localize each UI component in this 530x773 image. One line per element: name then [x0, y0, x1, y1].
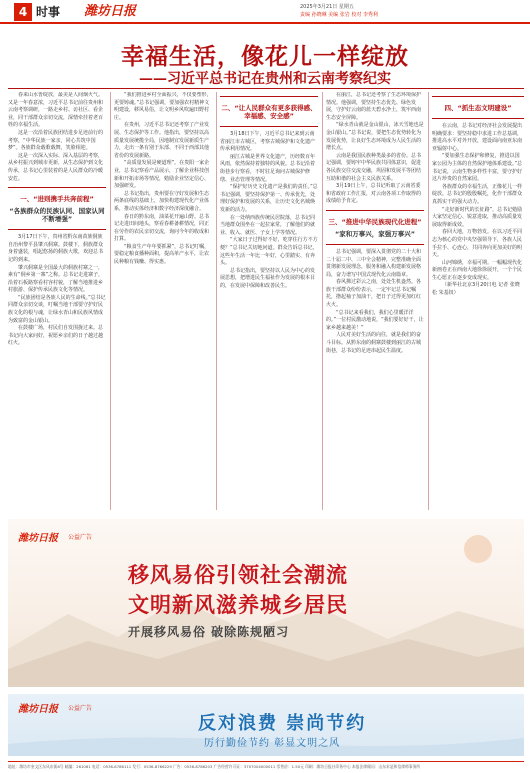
section-box — [326, 210, 424, 245]
paragraph: 在一处纳西族传统民居院落，总书记同当地群众围坐在一起拉家常，了解他们的就业、收入、就医、子女上学等情况。 — [220, 214, 316, 236]
paragraph: 春风拂过彩云之南，处处生机盎然。各族干部群众纷纷表示，一定牢记总书记嘱托，撸起袖子加油干，把日子过得更加红红火火。 — [326, 279, 422, 309]
slogan-line-3: 开展移风易俗 破除陈规陋习 — [128, 625, 290, 639]
paragraph: “我们推进乡村全面振兴，不仅要塑形，更要铸魂。”总书记强调，要加强农村精神文明建设，移风易俗，让文明乡风吹遍田野村庄。 — [114, 92, 212, 121]
paragraph: “高质量发展是硬道理”。在贵阳一家企业，总书记察看产品展示，了解企业科技创新和开拓市场等情况，勉励企业坚定信心、加强研发。 — [114, 160, 210, 190]
paragraph: 在鼓楼广场，村民们自发围拢过来。总书记向大家问好，祝愿乡亲们的日子越过越红火。 — [8, 325, 104, 347]
paragraph: 总书记强调，要深入贯彻党的二十大和二十届二中、三中全会精神，完整准确全面贯彻新发展理念，服务和融入构建新发展格局，奋力谱写中国式现代化云南篇章。 — [326, 248, 422, 278]
section-name: 时事 — [36, 5, 61, 19]
paragraph: 在丽江，总书记还考察了生态环境保护情况。他强调，要坚持生态优先、绿色发展，守护好云南的蓝天碧水净土，筑牢西南生态安全屏障。 — [326, 92, 422, 121]
column-separator — [216, 92, 217, 510]
section-title-1: 一、“进则携手共奔前程” — [20, 195, 94, 204]
paragraph: “民族团结是各族人民的生命线。”总书记同群众亲切交谈，叮嘱当地干部要守护好民族文化的根与魂，让绿水青山和民族风情成为致富的金山银山。 — [8, 294, 106, 324]
banner-logo: 潍坊日报 — [18, 704, 58, 715]
newspaper-logo: 潍坊日报 — [84, 4, 137, 19]
banner-tag: 公益广告 — [68, 705, 93, 712]
header-date: 2025年3月21日 星期五 — [300, 4, 354, 10]
slogan-sub: 厉行勤俭节约 彰显文明之风 — [204, 738, 341, 749]
paragraph: 山河锦绣，幸福可期。一幅幅现代化新画卷正在西南大地徐徐展开，一个个民生心愿正在逐步变成现实。 — [432, 259, 523, 281]
article-column-3 — [220, 92, 318, 510]
paragraph: 这是一次沿着民族团结进步足迹前行的考察，“中华民族一家亲，同心共筑中国梦”。各族群众载歌载舞，笑脸相迎。 — [8, 129, 104, 152]
paragraph: 人民对美好生活的向往，就是我们的奋斗目标。从黔东南的侗寨鼓楼到丽江的古城街巷，总书记的足迹串起民生温度。 — [326, 332, 422, 354]
page-footer: 地址：潍坊市奎文区东风东街8号 邮编：261061 电话：0536-8786111 发行：0536-8786229 广告：0536-8786203 广告经营许可证：3707004000011 零售价：1.50元 印刷：潍坊日报社印务中心 本报法律顾问：山东求是和信律师事务所 — [8, 761, 524, 770]
section-title-3: 三、“推进中华民族现代化进程” — [328, 217, 422, 226]
paragraph: 这是一次深入实际、深入基层的考察，从乡村振兴到城市更新，从生态保护到文化传承，总书记心里装着的是人民群众的冷暖安危。 — [8, 152, 104, 182]
paragraph: 在云南，总书记对经济社会发展提出明确要求：要坚持稳中求进工作总基调，推进高水平对外开放，建设面向南亚东南亚辐射中心。 — [432, 123, 523, 152]
paragraph: 3月19日上午，总书记听取了云南省委和省政府工作汇报，对云南各项工作取得的成绩给予肯定。 — [326, 183, 422, 205]
article-column-5 — [432, 92, 524, 510]
byline: （新华社北京3月20日电 记者 张晓松 朱基钗） — [432, 282, 520, 297]
section-subtitle-1: “各族群众的民族认同、国家认同不断增强” — [9, 207, 105, 224]
article-column-4 — [326, 92, 424, 510]
column-separator — [428, 92, 429, 510]
paragraph: 3月18日下午，习近平总书记来到云南省丽江市古城区，考察古城保护和文化遗产传承利用情况。 — [220, 131, 316, 153]
header-editors: 责编 孙晓琳 美编 张岩 校对 李秀利 — [300, 12, 378, 18]
section-box — [220, 96, 318, 127]
paragraph: 肇兴侗寨是全国最大的侗族村寨之一，素有“侗乡第一寨”之称。总书记走进寨子，沿着石板路察看村容村貌，了解当地推进乡村旅游、保护传承民族文化等情况。 — [8, 264, 104, 294]
paragraph: “保护好历史文化遗产是我们的责任。”总书记强调，要坚持保护第一、传承优先，处理好保护和发展的关系，让历史文化名城焕发新的活力。 — [220, 184, 318, 213]
paragraph: 各族群众的幸福生活，正像花儿一样绽放。总书记的殷殷嘱托，化作干部群众真抓实干的强大动力。 — [432, 183, 523, 205]
paragraph: “粮食生产年年要抓紧”，总书记叮嘱，要稳定粮食播种面积，提高单产水平，让农民种粮有钱赚、得实惠。 — [114, 243, 210, 266]
article-column-1 — [8, 92, 106, 510]
paragraph: 春来山水皆绽放，最美是人间烟火气。又是一年春意浓，习近平总书记前往贵州和云南考察调研，一路走乡村、访社区、看企业，同干部群众亲切交流，深情牵挂着老百姓的幸福生活。 — [8, 92, 104, 129]
paragraph: 总书记指出，要坚持以人民为中心的发展思想，把增进民生福祉作为发展的根本目的，在发展中保障和改善民生。 — [220, 267, 316, 289]
paragraph: 春回大地，万物勃发。在以习近平同志为核心的党中央坚强领导下，各族人民手拉手、心连心，共同奔向更加美好的明天。 — [432, 229, 523, 259]
page-number: 4 — [14, 3, 32, 21]
subheadline: ——习近平总书记在贵州和云南考察纪实 — [139, 71, 391, 87]
banner-tag: 公益广告 — [68, 534, 93, 541]
psa-banner-thrift — [8, 694, 524, 756]
section-title-4: 四、“抓生态文明建设” — [444, 104, 512, 112]
column-separator — [322, 92, 323, 510]
paragraph: 春日的黔东南，油菜花开遍山野。总书记走进田间地头，察看春耕备耕情况，同正在劳作的农民亲切交流，询问今年的收成和打算。 — [114, 213, 210, 243]
paragraph: “绿水青山就是金山银山，冰天雪地也是金山银山。”总书记说，要把生态优势转化为发展优势，让良好生态环境成为人民生活的增长点。 — [326, 122, 424, 152]
paragraph: 云南是我国民族种类最多的省份。总书记强调，要铸牢中华民族共同体意识，促进各民族交往交流交融，巩固和发展平等团结互助和谐的社会主义民族关系。 — [326, 152, 422, 182]
paragraph: 总书记指出，贵州要在守好发展和生态两条底线的基础上，加快构建现代化产业体系，推动实体经济和数字经济深度融合。 — [114, 190, 210, 212]
paragraph: “走好新时代的长征路”，总书记勉励大家坚定信心、锐意进取，推动高质量发展取得新成效。 — [432, 206, 523, 228]
paragraph: 在贵州，习近平总书记还考察了产业发展、生态保护等工作。他指出，要坚持以高质量发展统揽全局，因地制宜发展新质生产力，走出一条有别于东部、不同于西部其他省份的发展新路。 — [114, 122, 210, 159]
column-separator — [110, 92, 111, 510]
slogan-line-2: 文明新风滋养城乡居民 — [128, 592, 348, 617]
headline: 幸福生活，像花儿一样绽放 — [121, 43, 409, 70]
psa-banner-customs — [8, 519, 524, 687]
paragraph: “大家日子过得好不好，吃穿住行方不方便？”总书记关切地问道。群众告诉总书记，这些年生活一年比一年好，心里踏实、有奔头。 — [220, 237, 318, 267]
banner-logo: 潍坊日报 — [18, 533, 58, 544]
header-rule — [0, 22, 530, 24]
section-subtitle-3: “家和万事兴，家强万事兴” — [334, 229, 416, 238]
article-column-2 — [114, 92, 212, 510]
slogan-line-1: 移风易俗引领社会潮流 — [128, 562, 348, 587]
section-title-2: 二、“让人民群众有更多获得感、幸福感、安全感” — [221, 104, 317, 120]
section-box — [432, 96, 524, 119]
paragraph: 3月17日下午，贵州省黔东南苗族侗族自治州黎平县肇兴侗寨。鼓楼下，侗族群众身着盛装，唱起悠扬的侗族大歌，欢迎总书记的到来。 — [8, 234, 104, 263]
headline-rule — [8, 88, 524, 89]
section-box — [8, 187, 106, 230]
paragraph: “总书记来看我们，我们心里暖洋洋的。”一位村民激动地说，“我们要好好干，让家乡越来越美！” — [326, 309, 424, 331]
slogan-main: 反对浪费 崇尚节约 — [198, 713, 367, 734]
paragraph: 丽江古城是世界文化遗产，历经数百年风雨，依然保持着独特的风貌。总书记沿着街巷步行察看，不时驻足询问古城保护修缮、业态管理等情况。 — [220, 153, 316, 183]
paragraph: “要加强生态保护和修复，推进以国家公园为主体的自然保护地体系建设。”总书记说，云南生物多样性丰富，要守护好这片珍贵的自然家园。 — [432, 153, 523, 183]
